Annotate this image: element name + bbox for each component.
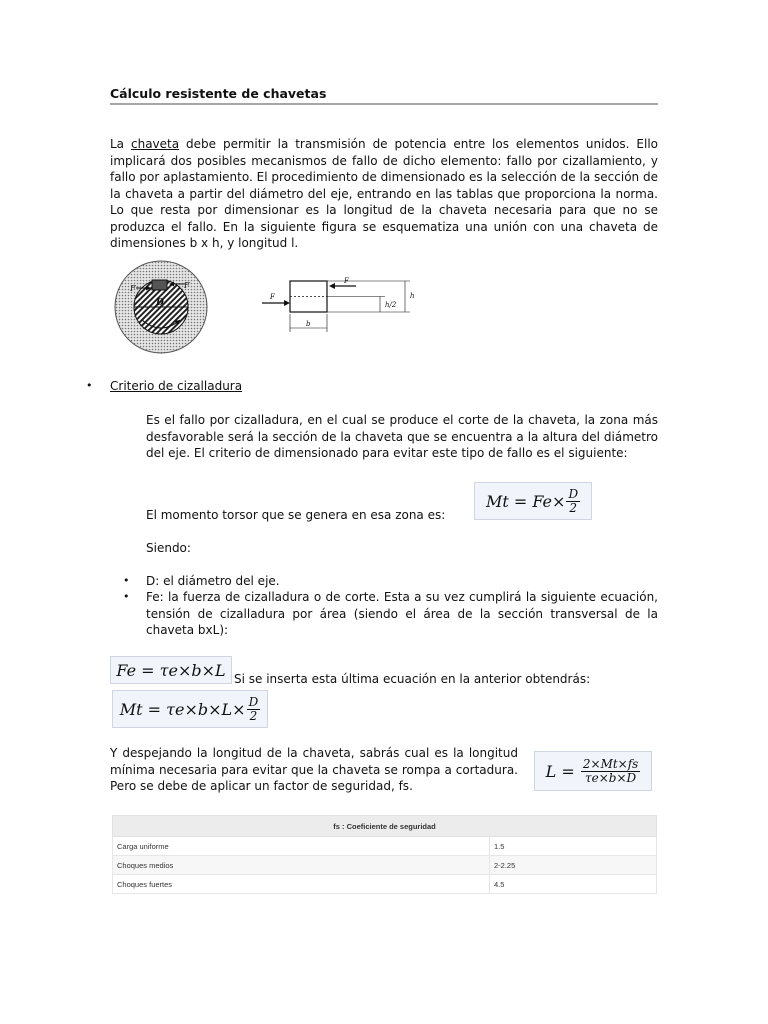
table-row xyxy=(113,837,657,856)
chaveta-link[interactable]: chaveta xyxy=(130,137,180,151)
force-label-top: F xyxy=(344,277,349,285)
shear-paragraph: Es el fallo por cizalladura, en el cual se produce el corte de la chaveta, la zona más desfavorable será la sección de la chaveta que se encuentra a la altura del diámetro del eje. El criterio de dimensionado para evitar este tipo de fallo es el siguiente: xyxy=(146,413,658,460)
formula-mt-den: 2 xyxy=(569,500,578,515)
formula-l-num: 2×Mt×fs xyxy=(582,756,639,771)
insert-text: Si se inserta esta última ecuación en la anterior obtendrás: xyxy=(234,672,591,686)
formula-l: L = $\frac{2\times Mt\times fs}{\tau e\times b\times D}$ xyxy=(534,751,652,791)
height-label: h xyxy=(410,292,415,300)
list-item: D: el diámetro del eje. xyxy=(146,574,280,588)
formula-mt-num: D xyxy=(568,486,579,501)
shaft-key-diagram xyxy=(112,258,210,356)
table-cell-label: Carga uniforme xyxy=(113,837,490,856)
diameter-label: D xyxy=(156,298,164,308)
intro-paragraph xyxy=(110,136,658,252)
formula-fe: Fe = τe×b×L xyxy=(110,656,232,684)
intro-lead: La xyxy=(110,137,131,151)
width-label: b xyxy=(306,320,311,328)
final-paragraph: Y despejando la longitud de la chaveta, sabrás cual es la longitud mínima necesaria para evitar que la chaveta se rompa a cortadura. Pero se debe de aplicar un factor de seguridad, fs. xyxy=(110,746,518,793)
table-cell-value: 1.5 xyxy=(490,837,657,856)
key-section-diagram xyxy=(260,272,420,338)
formula-mt-rhs: Fe× xyxy=(532,491,566,511)
formula-mt2-den: 2 xyxy=(249,708,258,723)
formula-l-den: τe×b×D xyxy=(585,770,637,785)
safety-factor-table xyxy=(112,815,657,894)
list-item: Fe: la fuerza de cizalladura o de corte. Esta a su vez cumplirá la siguiente ecuación, tensión de cizalladura por área (siendo el área de la sección transversal de la chaveta bxL): xyxy=(146,590,658,637)
table-cell-label: Choques medios xyxy=(113,856,490,875)
formula-l-lhs: L xyxy=(545,761,557,781)
force-label-side: F xyxy=(270,293,275,301)
page-title: Cálculo resistente de chavetas xyxy=(110,86,658,105)
section-bullet: • xyxy=(86,379,93,392)
formula-mt2-rhs: τe×b×L× xyxy=(166,699,246,719)
force-label-right: F xyxy=(184,281,190,290)
formula-mt: Mt = Fe× $\frac{D}{2}$ xyxy=(474,482,592,520)
table-row xyxy=(113,856,657,875)
formula-mt-lhs: Mt xyxy=(485,491,509,511)
formula-mt2-lhs: Mt xyxy=(119,699,143,719)
force-label-left: F xyxy=(130,284,136,293)
list-bullet-2: • xyxy=(123,590,130,603)
half-height-label: h/2 xyxy=(385,301,397,309)
table-row xyxy=(113,875,657,894)
section-heading-text: Criterio de cizalladura xyxy=(110,379,243,393)
formula-mt2-num: D xyxy=(248,694,259,709)
table-cell-value: 2-2.25 xyxy=(490,856,657,875)
table-cell-value: 4.5 xyxy=(490,875,657,894)
list-bullet-1: • xyxy=(123,574,130,587)
intro-body: debe permitir la transmisión de potencia entre los elementos unidos. Ello implicará dos posibles mecanismos de fallo de dicho elemento: fallo por cizallamiento, y fallo por aplastamiento. El procedimiento de dimensionado es la selección de la sección de la chaveta a partir del diámetro del eje, entrando en las tablas que proporciona la norma. Lo que resta por dimensionar es la longitud de la chaveta necesaria para que no se produzca el fallo. En la siguiente figura se esquematiza una unión con una chaveta de dimensiones b x h, y longitud l. xyxy=(110,137,659,250)
formula-mt2: Mt = τe×b×L× $\frac{D}{2}$ xyxy=(112,690,268,728)
siendo-text: Siendo: xyxy=(146,541,191,555)
section-heading xyxy=(110,379,242,393)
table-cell-label: Choques fuertes xyxy=(113,875,490,894)
table-header: fs : Coeficiente de seguridad xyxy=(113,816,657,837)
moment-text: El momento torsor que se genera en esa zona es: xyxy=(146,508,446,522)
